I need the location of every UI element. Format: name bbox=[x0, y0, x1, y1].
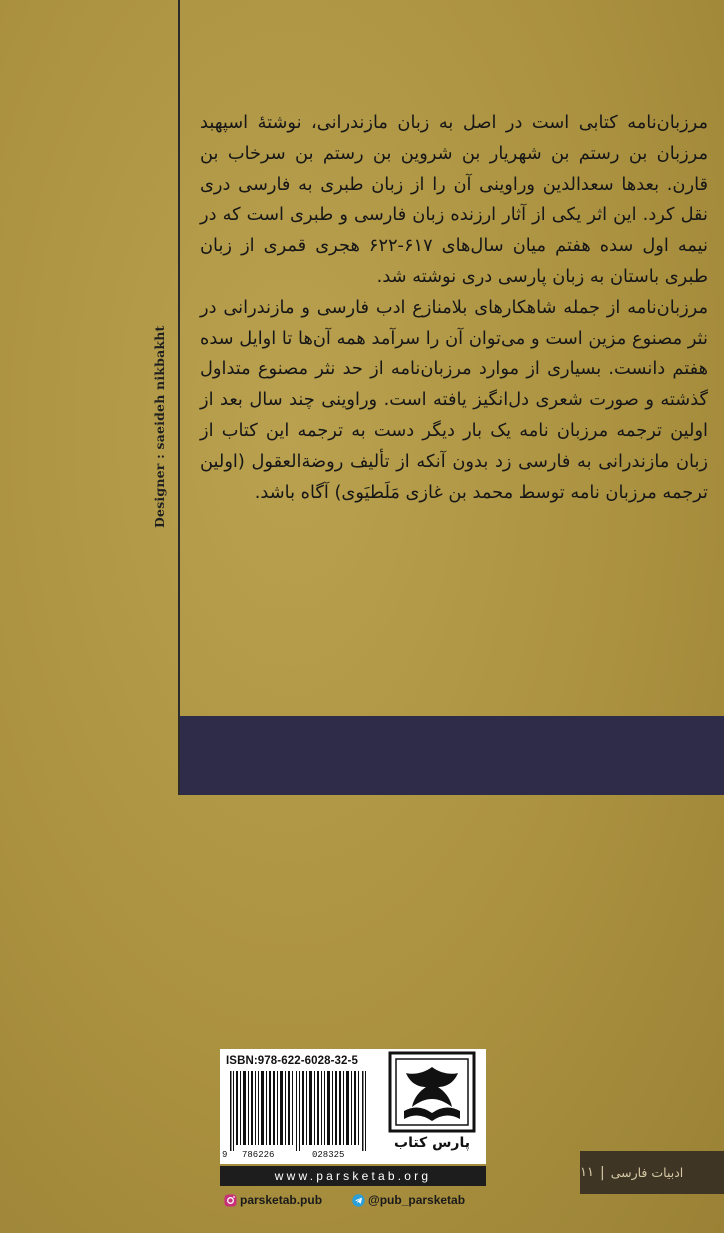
series-label: ادبیات فارسی bbox=[610, 1165, 684, 1180]
publisher-website[interactable]: www.parsketab.org bbox=[220, 1166, 486, 1186]
instagram-handle: parsketab.pub bbox=[240, 1193, 323, 1207]
barcode-panel bbox=[220, 1049, 486, 1164]
series-number: ۱۱ bbox=[580, 1165, 594, 1180]
barcode-digits-left: 786226 bbox=[242, 1150, 275, 1160]
back-cover-description bbox=[200, 108, 708, 508]
description-paragraph-1: مرزبان‌نامه کتابی است در اصل به زبان مازندرانی، نوشتهٔ اسپهبد مرزبان بن رستم بن شهریار بن شروین بن رستم بن سرخاب بن قارن. بعدها سعدالدین وراوینی آن را از زبان طبری به فارسی دری نقل کرد. این اثر یکی از آثار ارزنده زبان فارسی و طبری است که در نیمه اول سده هفتم میان سال‌های ۶۱۷-۶۲۲ هجری قمری از زبان طبری باستان به زبان پارسی دری نوشته شد. bbox=[200, 112, 709, 287]
publisher-logo bbox=[380, 1051, 484, 1161]
telegram-link[interactable] bbox=[352, 1193, 465, 1207]
barcode-lead-digit: 9 bbox=[222, 1150, 228, 1160]
series-separator: | bbox=[599, 1164, 605, 1181]
instagram-link[interactable] bbox=[224, 1193, 322, 1207]
description-paragraph-2: مرزبان‌نامه از جمله شاهکارهای بلامنازع ادب فارسی و مازندرانی در نثر مصنوع مزین است و می‌توان آن را سرآمد همه آن‌ها تا اوایل سده هفتم دانست. بسیاری از موارد مرزبان‌نامه از حد نثر مصنوع متداول گذشته و صورت شعری دل‌انگیز یافته است. وراوینی چند سال بعد از اولین ترجمه مرزبان نامه یک بار دیگر دست به ترجمه این کتاب از زبان مازندرانی به فارسی زد بدون آنکه از تألیف روضةالعقول (اولین ترجمه مرزبان نامه توسط محمد بن غازی مَلَطیَوی) آگاه باشد. bbox=[200, 296, 708, 503]
vertical-divider-line bbox=[178, 0, 180, 795]
telegram-handle: @pub_parsketab bbox=[368, 1193, 466, 1207]
instagram-icon bbox=[224, 1194, 237, 1207]
isbn-text: ISBN:978-622-6028-32-5 bbox=[226, 1055, 358, 1067]
barcode-digits-right: 028325 bbox=[312, 1150, 345, 1160]
publisher-emblem-icon bbox=[380, 1051, 484, 1135]
series-badge bbox=[580, 1151, 724, 1194]
telegram-icon bbox=[352, 1194, 365, 1207]
publisher-name: پارس کتاب bbox=[394, 1135, 470, 1151]
barcode-icon bbox=[226, 1071, 374, 1151]
decorative-navy-band bbox=[180, 716, 724, 795]
social-links bbox=[222, 1193, 484, 1211]
designer-credit: Designer : saeideh nikbakht bbox=[152, 325, 167, 528]
